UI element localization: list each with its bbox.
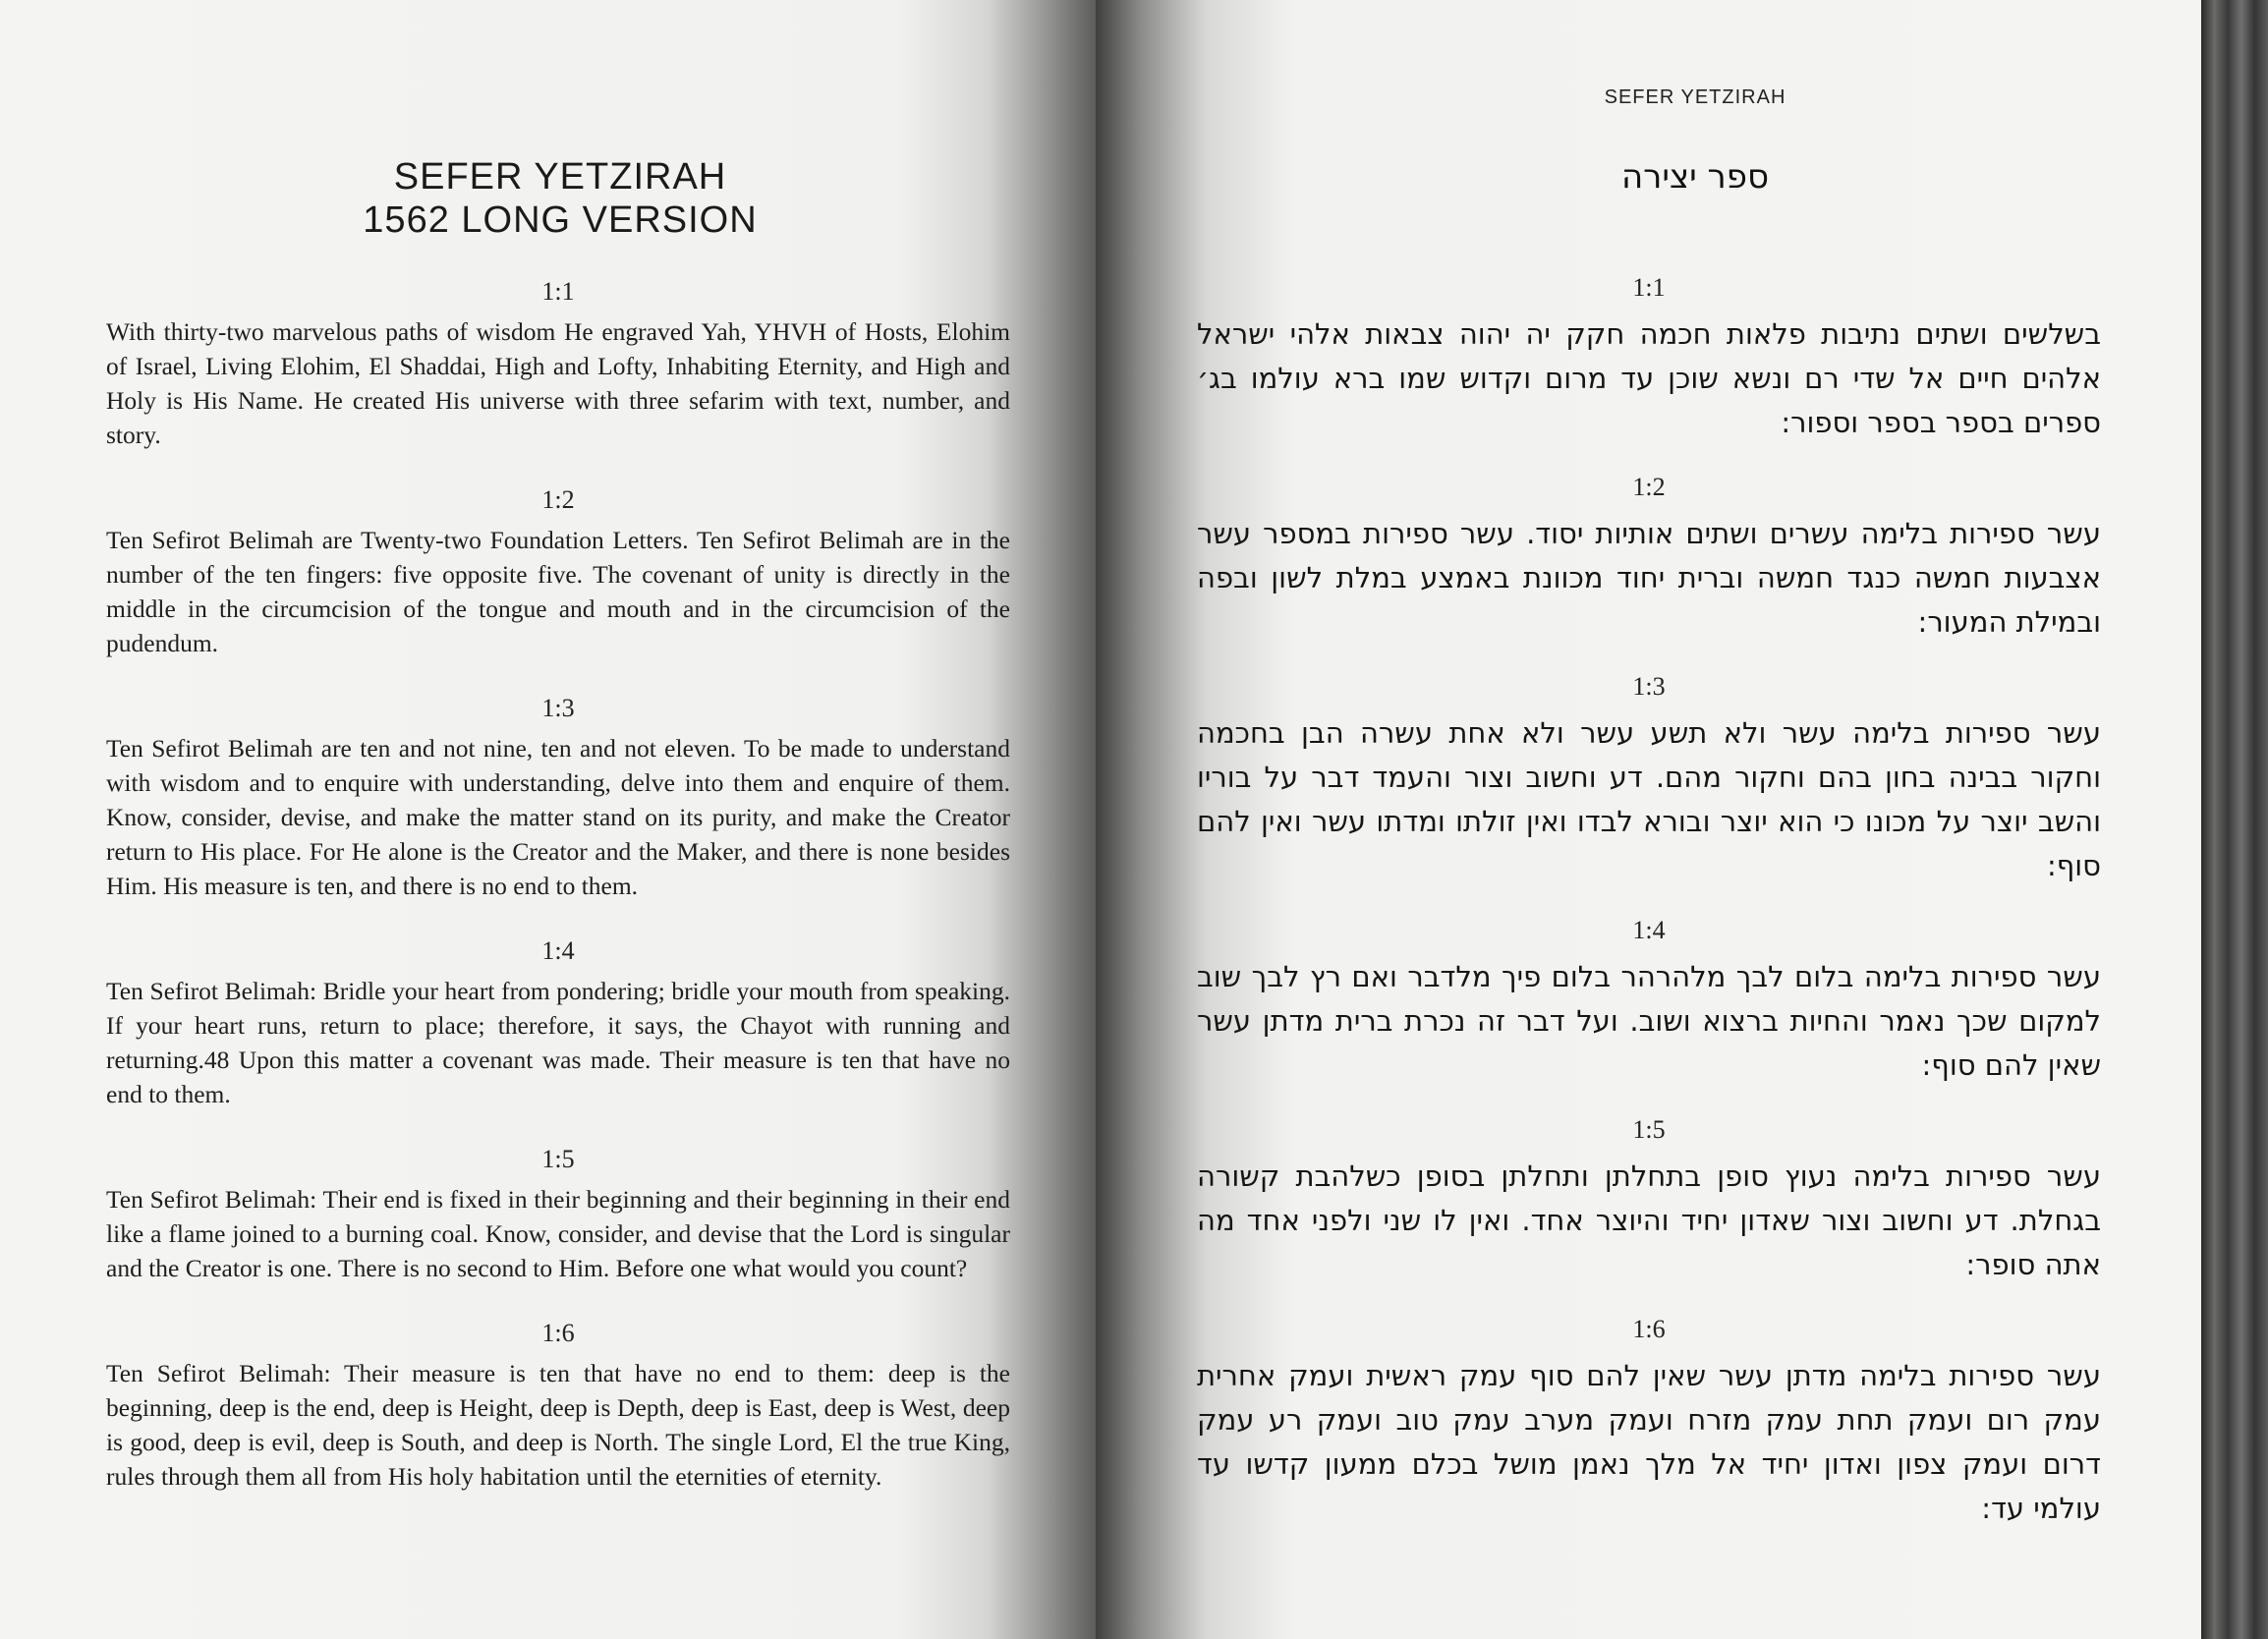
- verse-block: [1197, 672, 2101, 888]
- verse-block: [1197, 1315, 2101, 1531]
- verse-text: עשר ספירות בלימה נעוץ סופן בתחלתן ותחלתן בסופן כשלהבת קשורה בגחלת. דע וחשוב וצור שאדון יחיד והיוצר אחד. ואין לו שני ולפני אחד מה אתה סופר:: [1197, 1159, 2101, 1281]
- verse-number: 1:2: [1632, 473, 1666, 501]
- verse-block: [106, 485, 1010, 660]
- verse-block: [106, 694, 1010, 903]
- verse-text: עשר ספירות בלימה עשר ולא תשע עשר ולא אחת עשרה הבן בחכמה וחקור בבינה בחון בהם וחקור מהם. דע וחשוב וצור והעמד דבר על בוריו והשב יוצר על מכונו כי הוא יוצר ובורא לבדו ואין זולתו ומדתו עשר ואין להם סוף:: [1197, 716, 2101, 882]
- verse-number: 1:3: [1632, 672, 1666, 701]
- verse-text: עשר ספירות בלימה מדתן עשר שאין להם סוף עמק ראשית ועמק אחרית עמק רום ועמק תחת עמק מזרח ועמק מערב עמק טוב ועמק רע עמק דרום ועמק צפון ואדון יחיד אל מלך נאמן מושל בכלם ממעון קדשו עד עולמי עד:: [1197, 1359, 2101, 1525]
- verse-block: [106, 277, 1010, 452]
- title-line-2: 1562 LONG VERSION: [363, 199, 758, 241]
- verse-text: Ten Sefirot Belimah: Their end is fixed in their beginning and their beginning in their end like a flame joined to a burning coal. Know, consider, and devise that the Lord is singular and the Creator is one. There is no second to Him. Before one what would you count?: [106, 1185, 1010, 1282]
- verse-number: 1:4: [541, 936, 575, 965]
- hebrew-title: ספר יצירה: [1620, 157, 1770, 197]
- verse-block: [106, 1319, 1010, 1494]
- verse-number: 1:3: [541, 694, 575, 722]
- verse-number: 1:6: [1632, 1315, 1666, 1343]
- page-title: [108, 155, 1012, 242]
- verse-number: 1:6: [541, 1319, 575, 1347]
- verse-text: עשר ספירות בלימה עשרים ושתים אותיות יסוד. עשר ספירות במספר עשר אצבעות חמשה כנגד חמשה וברית יחוד מכוונת באמצע במלת לשון ובפה ובמילת המעור:: [1197, 517, 2101, 639]
- verse-block: [1197, 473, 2101, 645]
- verse-number: 1:5: [541, 1145, 575, 1173]
- verse-block: [1197, 916, 2101, 1088]
- verse-text: עשר ספירות בלימה בלום לבך מלהרהר בלום פיך מלדבר ואם רץ לבך שוב למקום שכך נאמר והחיות ברצוא ושוב. ועל דבר זה נכרת ברית מדתן עשר שאין להם סוף:: [1197, 960, 2101, 1082]
- verse-text: Ten Sefirot Belimah are Twenty-two Foundation Letters. Ten Sefirot Belimah are in the number of the ten fingers: five opposite five. The covenant of unity is directly in the middle in the circumcision of the tongue and mouth and in the circumcision of the pudendum.: [106, 526, 1010, 657]
- running-head: SEFER YETZIRAH: [1604, 86, 1786, 108]
- verse-number: 1:1: [1632, 273, 1666, 302]
- verse-number: 1:1: [541, 277, 575, 306]
- verse-block: [1197, 273, 2101, 445]
- verse-number: 1:4: [1632, 916, 1666, 944]
- verse-number: 1:2: [541, 485, 575, 514]
- verse-text: Ten Sefirot Belimah: Their measure is ten that have no end to them: deep is the beginning, deep is the end, deep is Height, deep is Depth, deep is East, deep is West, deep is good, deep is evil, deep is South, and deep is North. The single Lord, El the true King, rules through them all from His holy habitation until the eternities of eternity.: [106, 1359, 1010, 1491]
- left-page: [0, 0, 1096, 1639]
- title-line-1: SEFER YETZIRAH: [393, 156, 727, 198]
- verse-text: Ten Sefirot Belimah: Bridle your heart from pondering; bridle your mouth from speaking. If your heart runs, return to place; therefore, it says, the Chayot with running and returning.48 Upon this matter a covenant was made. Their measure is ten that have no end to them.: [106, 977, 1010, 1108]
- verse-block: [1197, 1115, 2101, 1287]
- verse-text: Ten Sefirot Belimah are ten and not nine, ten and not eleven. To be made to understand with wisdom and to enquire with understanding, delve into them and enquire of them. Know, consider, devise, and make the matter stand on its purity, and make the Creator return to His place. For He alone is the Creator and the Maker, and there is none besides Him. His measure is ten, and there is no end to them.: [106, 734, 1010, 900]
- verse-text: בשלשים ושתים נתיבות פלאות חכמה חקק יה יהוה צבאות אלהי ישראל אלהים חיים אל שדי רם ונשא שוכן עד מרום וקדוש שמו ברא עולמו בג׳ ספרים בספר בספר וספור:: [1197, 317, 2101, 439]
- hebrew-body: [1197, 273, 2101, 1558]
- book-edge: [2201, 0, 2268, 1639]
- verse-block: [106, 936, 1010, 1111]
- verse-text: With thirty-two marvelous paths of wisdom He engraved Yah, YHVH of Hosts, Elohim of Israel, Living Elohim, El Shaddai, High and Lofty, Inhabiting Eternity, and High and Holy is His Name. He created His universe with three sefarim with text, number, and story.: [106, 317, 1010, 449]
- english-body: [106, 277, 1010, 1527]
- verse-number: 1:5: [1632, 1115, 1666, 1144]
- verse-block: [106, 1145, 1010, 1285]
